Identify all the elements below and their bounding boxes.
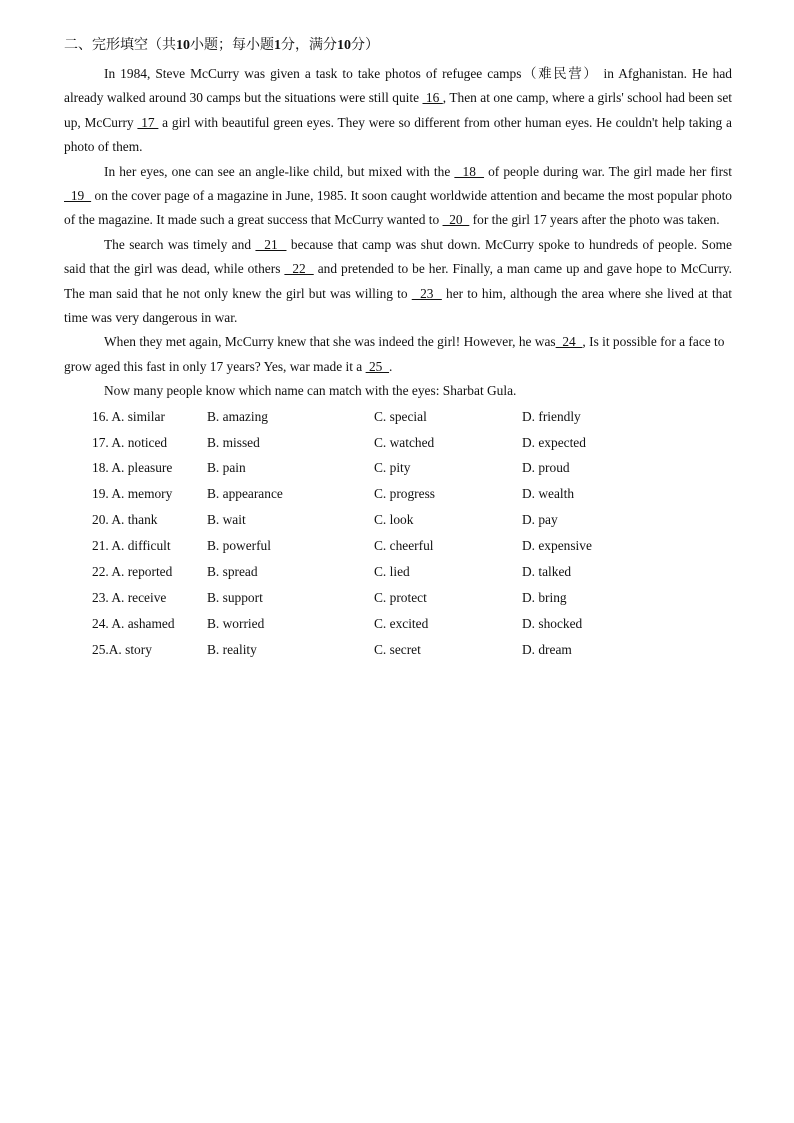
option-c: C. progress xyxy=(374,486,435,502)
question-row xyxy=(92,585,732,611)
option-b: B. pain xyxy=(207,460,246,476)
option-b: B. powerful xyxy=(207,538,271,554)
option-a: 22. A. reported xyxy=(92,564,173,580)
passage-text: her to him, although the area where she lived at that time was very dangerous in war. xyxy=(64,285,733,326)
option-d: D. talked xyxy=(522,564,572,580)
option-a: 24. A. ashamed xyxy=(92,615,175,631)
option-c: C. lied xyxy=(374,564,410,580)
passage-text: and pretended to be her. Finally, a man came up and gave hope to McCurry. The man said that he not only knew the girl but was willing to xyxy=(64,261,733,301)
passage-text: When they met again, McCurry knew that she was indeed the girl! However, he was xyxy=(104,334,556,350)
passage-text: The search was timely and xyxy=(104,236,256,252)
option-d: D. wealth xyxy=(522,486,575,502)
option-c: C. pity xyxy=(374,460,411,476)
question-row xyxy=(92,507,732,533)
heading-prefix: 二、完形填空（共 xyxy=(64,38,176,53)
blank-16: 16 xyxy=(422,90,443,106)
blank-25: 25 xyxy=(365,358,390,374)
passage-text: of people during war. The girl made her first xyxy=(484,163,732,179)
option-b: B. support xyxy=(207,589,263,605)
passage-text: for the girl 17 years after the photo was taken. xyxy=(469,212,720,228)
passage-paragraph-5: Now many people know which name can match with the eyes: Sharbat Gula. xyxy=(104,383,517,399)
option-d: D. shocked xyxy=(522,615,583,631)
option-a: 19. A. memory xyxy=(92,486,173,502)
document-page xyxy=(64,36,732,663)
option-b: B. worried xyxy=(207,615,265,631)
passage-text: In her eyes, one can see an angle-like child, but mixed with the xyxy=(104,163,455,179)
option-d: D. friendly xyxy=(522,408,581,424)
option-a: 18. A. pleasure xyxy=(92,460,173,476)
option-a: 20. A. thank xyxy=(92,512,158,528)
heading-points-each: 1 xyxy=(274,38,281,53)
blank-21: 21 xyxy=(255,236,287,252)
passage-text: , Is it possible for a face to grow aged this fast in only 17 years? Yes, war made it a xyxy=(64,334,725,374)
passage-text: In 1984, Steve McCurry was given a task to take photos of refugee camps（难民营） in Afghanistan. He had already walked around 30 camps but the situations were still quite xyxy=(64,66,732,106)
option-b: B. reality xyxy=(207,641,257,657)
question-row xyxy=(92,404,732,430)
blank-20: 20 xyxy=(442,212,470,228)
option-c: C. secret xyxy=(374,641,421,657)
passage-paragraph-4 xyxy=(64,330,732,379)
option-d: D. proud xyxy=(522,460,570,476)
passage-text: on the cover page of a magazine in June, 1985. It soon caught worldwide attention and became the most popular photo of the magazine. It made such a great success that McCurry wanted to xyxy=(64,188,732,228)
passage-paragraph-2 xyxy=(64,160,732,233)
option-b: B. wait xyxy=(207,512,246,528)
option-c: C. excited xyxy=(374,615,429,631)
option-d: D. expensive xyxy=(522,538,592,554)
option-a: 25.A. story xyxy=(92,641,152,657)
heading-suffix: 分） xyxy=(351,38,379,53)
question-row xyxy=(92,533,732,559)
option-d: D. dream xyxy=(522,641,572,657)
blank-19: 19 xyxy=(64,188,92,204)
option-c: C. watched xyxy=(374,434,435,450)
passage-paragraph-1 xyxy=(64,62,732,160)
section-heading xyxy=(64,36,732,56)
heading-count: 10 xyxy=(176,38,190,53)
option-d: D. bring xyxy=(522,589,567,605)
option-a: 21. A. difficult xyxy=(92,538,171,554)
question-row xyxy=(92,611,732,637)
question-row xyxy=(92,455,732,481)
option-a: 16. A. similar xyxy=(92,408,165,424)
blank-22: 22 xyxy=(284,261,314,277)
blank-17: 17 xyxy=(137,114,159,130)
option-b: B. appearance xyxy=(207,486,283,502)
blank-23: 23 xyxy=(411,285,442,301)
option-d: D. expected xyxy=(522,434,586,450)
passage-text: a girl with beautiful green eyes. They were so different from other human eyes. He couldn't help taking a photo of them. xyxy=(64,114,732,155)
passage-text: . xyxy=(389,358,393,374)
option-d: D. pay xyxy=(522,512,558,528)
question-row xyxy=(92,559,732,585)
heading-mid2: 分，满分 xyxy=(281,38,337,53)
answer-options xyxy=(64,404,732,663)
question-row xyxy=(92,481,732,507)
passage-paragraph-3 xyxy=(64,233,732,331)
option-b: B. missed xyxy=(207,434,260,450)
option-c: C. special xyxy=(374,408,427,424)
passage-text: , Then at one camp, where a girls' school had been set up, McCurry xyxy=(64,90,732,130)
question-row xyxy=(92,430,732,456)
blank-24: 24 xyxy=(555,334,583,350)
option-c: C. cheerful xyxy=(374,538,434,554)
heading-total: 10 xyxy=(337,38,351,53)
heading-mid1: 小题；每小题 xyxy=(190,38,274,53)
option-a: 17. A. noticed xyxy=(92,434,168,450)
option-b: B. amazing xyxy=(207,408,268,424)
option-b: B. spread xyxy=(207,564,258,580)
option-c: C. protect xyxy=(374,589,427,605)
passage-text: because that camp was shut down. McCurry spoke to hundreds of people. Some said that the girl was dead, while others xyxy=(64,236,733,277)
blank-18: 18 xyxy=(454,163,485,179)
question-row xyxy=(92,637,732,663)
option-a: 23. A. receive xyxy=(92,589,167,605)
option-c: C. look xyxy=(374,512,414,528)
